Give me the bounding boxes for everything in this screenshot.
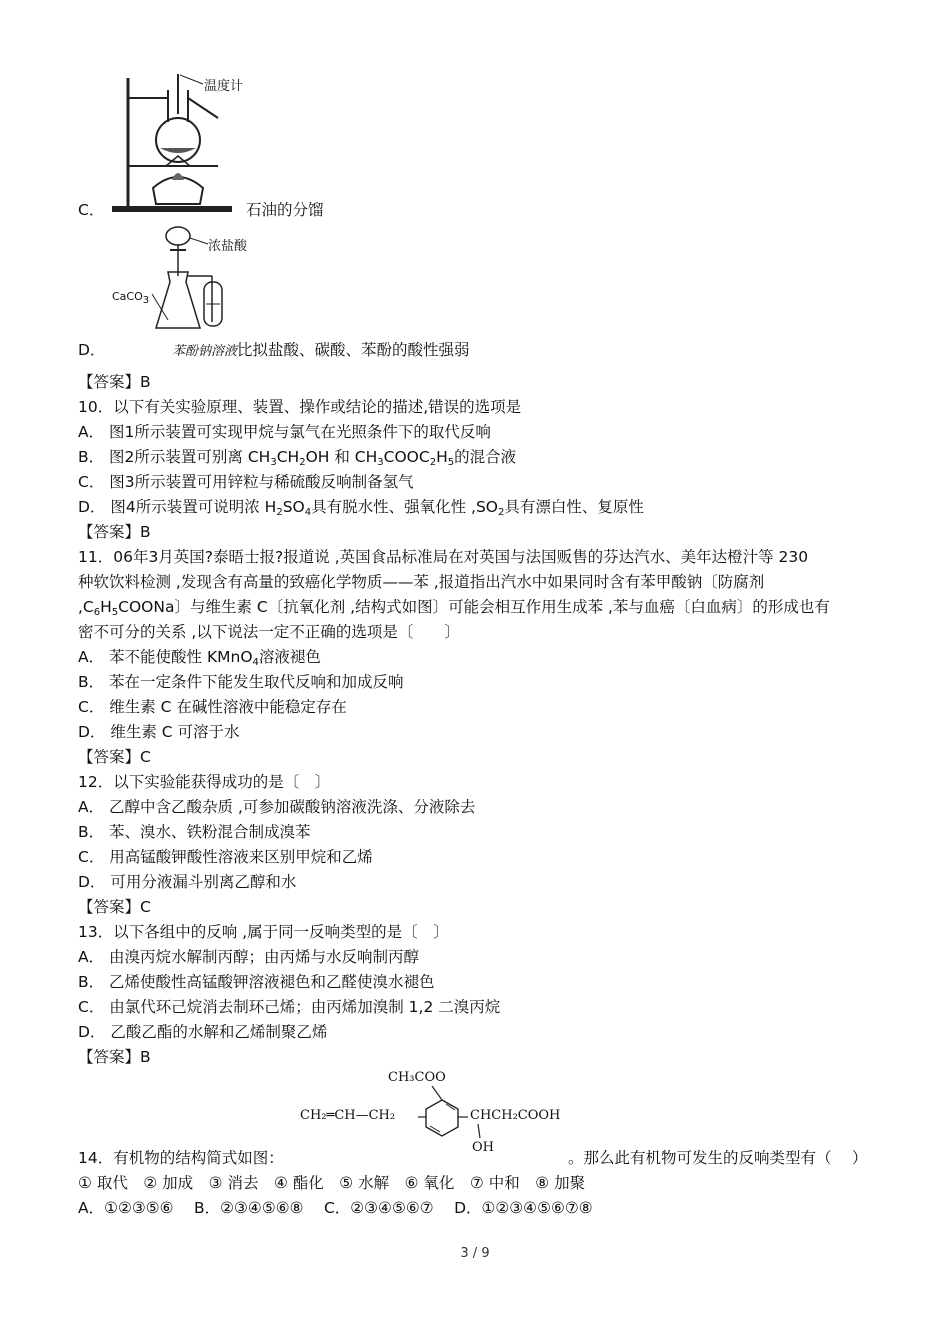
q11-option-b: B． 苯在一定条件下能发生取代反响和加成反响 [78,673,404,691]
option-d-prefix: D． [78,341,106,359]
hydroxyl-group: OH [472,1140,494,1155]
q10-option-a: A． 图1所示装置可实现甲烷与氯气在光照条件下的取代反响 [78,423,491,441]
answer-q11: 【答案】C [78,748,151,766]
q12-option-a: A． 乙醇中含乙酸杂质 ,可参加碳酸钠溶液洗涤、分液除去 [78,798,476,816]
structural-formula-figure [300,1068,570,1160]
acetoxy-group: CH₃COO [388,1070,446,1085]
answer-q13: 【答案】B [78,1048,151,1066]
q14-options: A．①②③⑤⑥ B．②③④⑤⑥⑧ C．②③④⑤⑥⑦ D．①②③④⑤⑥⑦⑧ [78,1199,593,1217]
q12-option-d: D． 可用分液漏斗别离乙醇和水 [78,873,297,891]
q10-option-c: C． 图3所示装置可用锌粒与稀硫酸反响制备氢气 [78,473,414,491]
side-chain-acid: CHCH₂COOH [470,1108,561,1123]
sodium-phenoxide-label: 苯酚钠溶液 [172,344,238,359]
distillation-apparatus-figure [108,70,278,215]
q14-reaction-types: ① 取代 ② 加成 ③ 消去 ④ 酯化 ⑤ 水解 ⑥ 氧化 ⑦ 中和 ⑧ 加聚 [78,1174,586,1192]
q13-option-a: A． 由溴丙烷水解制丙醇；由丙烯与水反响制丙醇 [78,948,420,966]
answer-q12: 【答案】C [78,898,151,916]
q10-option-b: B． 图2所示装置可别离 $CH_3CH_2OH$ 和 $CH_3COOC_2H_5$的混合液 [78,448,517,468]
q11-option-d: D． 维生素 C 可溶于水 [78,723,240,741]
q12-option-b: B． 苯、溴水、铁粉混合制成溴苯 [78,823,311,841]
q13-stem: 13．以下各组中的反响 ,属于同一反响类型的是〔 〕 [78,923,449,941]
option-d-caption-row [172,339,470,363]
q11-line-2: 种软饮料检测 ,发现含有高量的致癌化学物质——苯 ,报道指出汽水中如果同时含有苯甲酸钠〔防腐剂 [78,573,765,591]
hydrochloric-acid-label: 浓盐酸 [208,239,248,254]
thermometer-label: 温度计 [204,79,244,94]
answer-q10: 【答案】B [78,523,151,541]
q14-stem-start: 14．有机物的结构简式如图： [78,1149,284,1167]
q11-option-a: A． 苯不能使酸性 KMnO$_4$溶液褪色 [78,648,321,668]
q12-stem: 12．以下实验能获得成功的是〔 〕 [78,773,331,791]
option-d-caption: 比拟盐酸、碳酸、苯酚的酸性强弱 [237,341,470,359]
caco3-label: CaCO$_3$ [112,290,150,306]
allyl-group: CH₂═CH—CH₂ [300,1108,396,1123]
page-number: 3 / 9 [460,1246,490,1261]
q13-option-c: C． 由氯代环己烷消去制环己烯；由丙烯加溴制 1,2 二溴丙烷 [78,998,501,1016]
q12-option-c: C． 用高锰酸钾酸性溶液来区别甲烷和乙烯 [78,848,373,866]
q13-option-d: D． 乙酸乙酯的水解和乙烯制聚乙烯 [78,1023,328,1041]
q11-option-c: C． 维生素 C 在碱性溶液中能稳定存在 [78,698,347,716]
q10-option-d: D． 图4所示装置可说明浓 $H_2SO_4$具有脱水性、强氧化性 $,SO_2$具有漂白性、复原性 [78,498,644,518]
q11-line-4: 密不可分的关系 ,以下说法一定不正确的选项是〔 〕 [78,623,460,641]
answer-q9: 【答案】B [78,373,151,391]
q14-stem-end: 。那么此有机物可发生的反响类型有（ ） [568,1149,868,1167]
q11-line-3: $,C_6H_5COONa$〕与维生素 C〔抗氧化剂 ,结构式如图〕可能会相互作用生成苯 ,苯与血癌〔白血病〕的形成也有 [78,598,830,618]
option-c-caption: 石油的分馏 [246,201,324,219]
q10-stem: 10．以下有关实验原理、装置、操作或结论的描述,错误的选项是 [78,398,522,416]
q13-option-b: B． 乙烯使酸性高锰酸钾溶液褪色和乙醛使溴水褪色 [78,973,435,991]
q11-line-1: 11．06年3月英国?泰晤士报?报道说 ,英国食品标准局在对英国与法国贩售的芬达汽水、美年达橙汁等 230 [78,548,809,566]
option-c-row [78,199,104,221]
option-c-prefix: C． [78,201,105,219]
